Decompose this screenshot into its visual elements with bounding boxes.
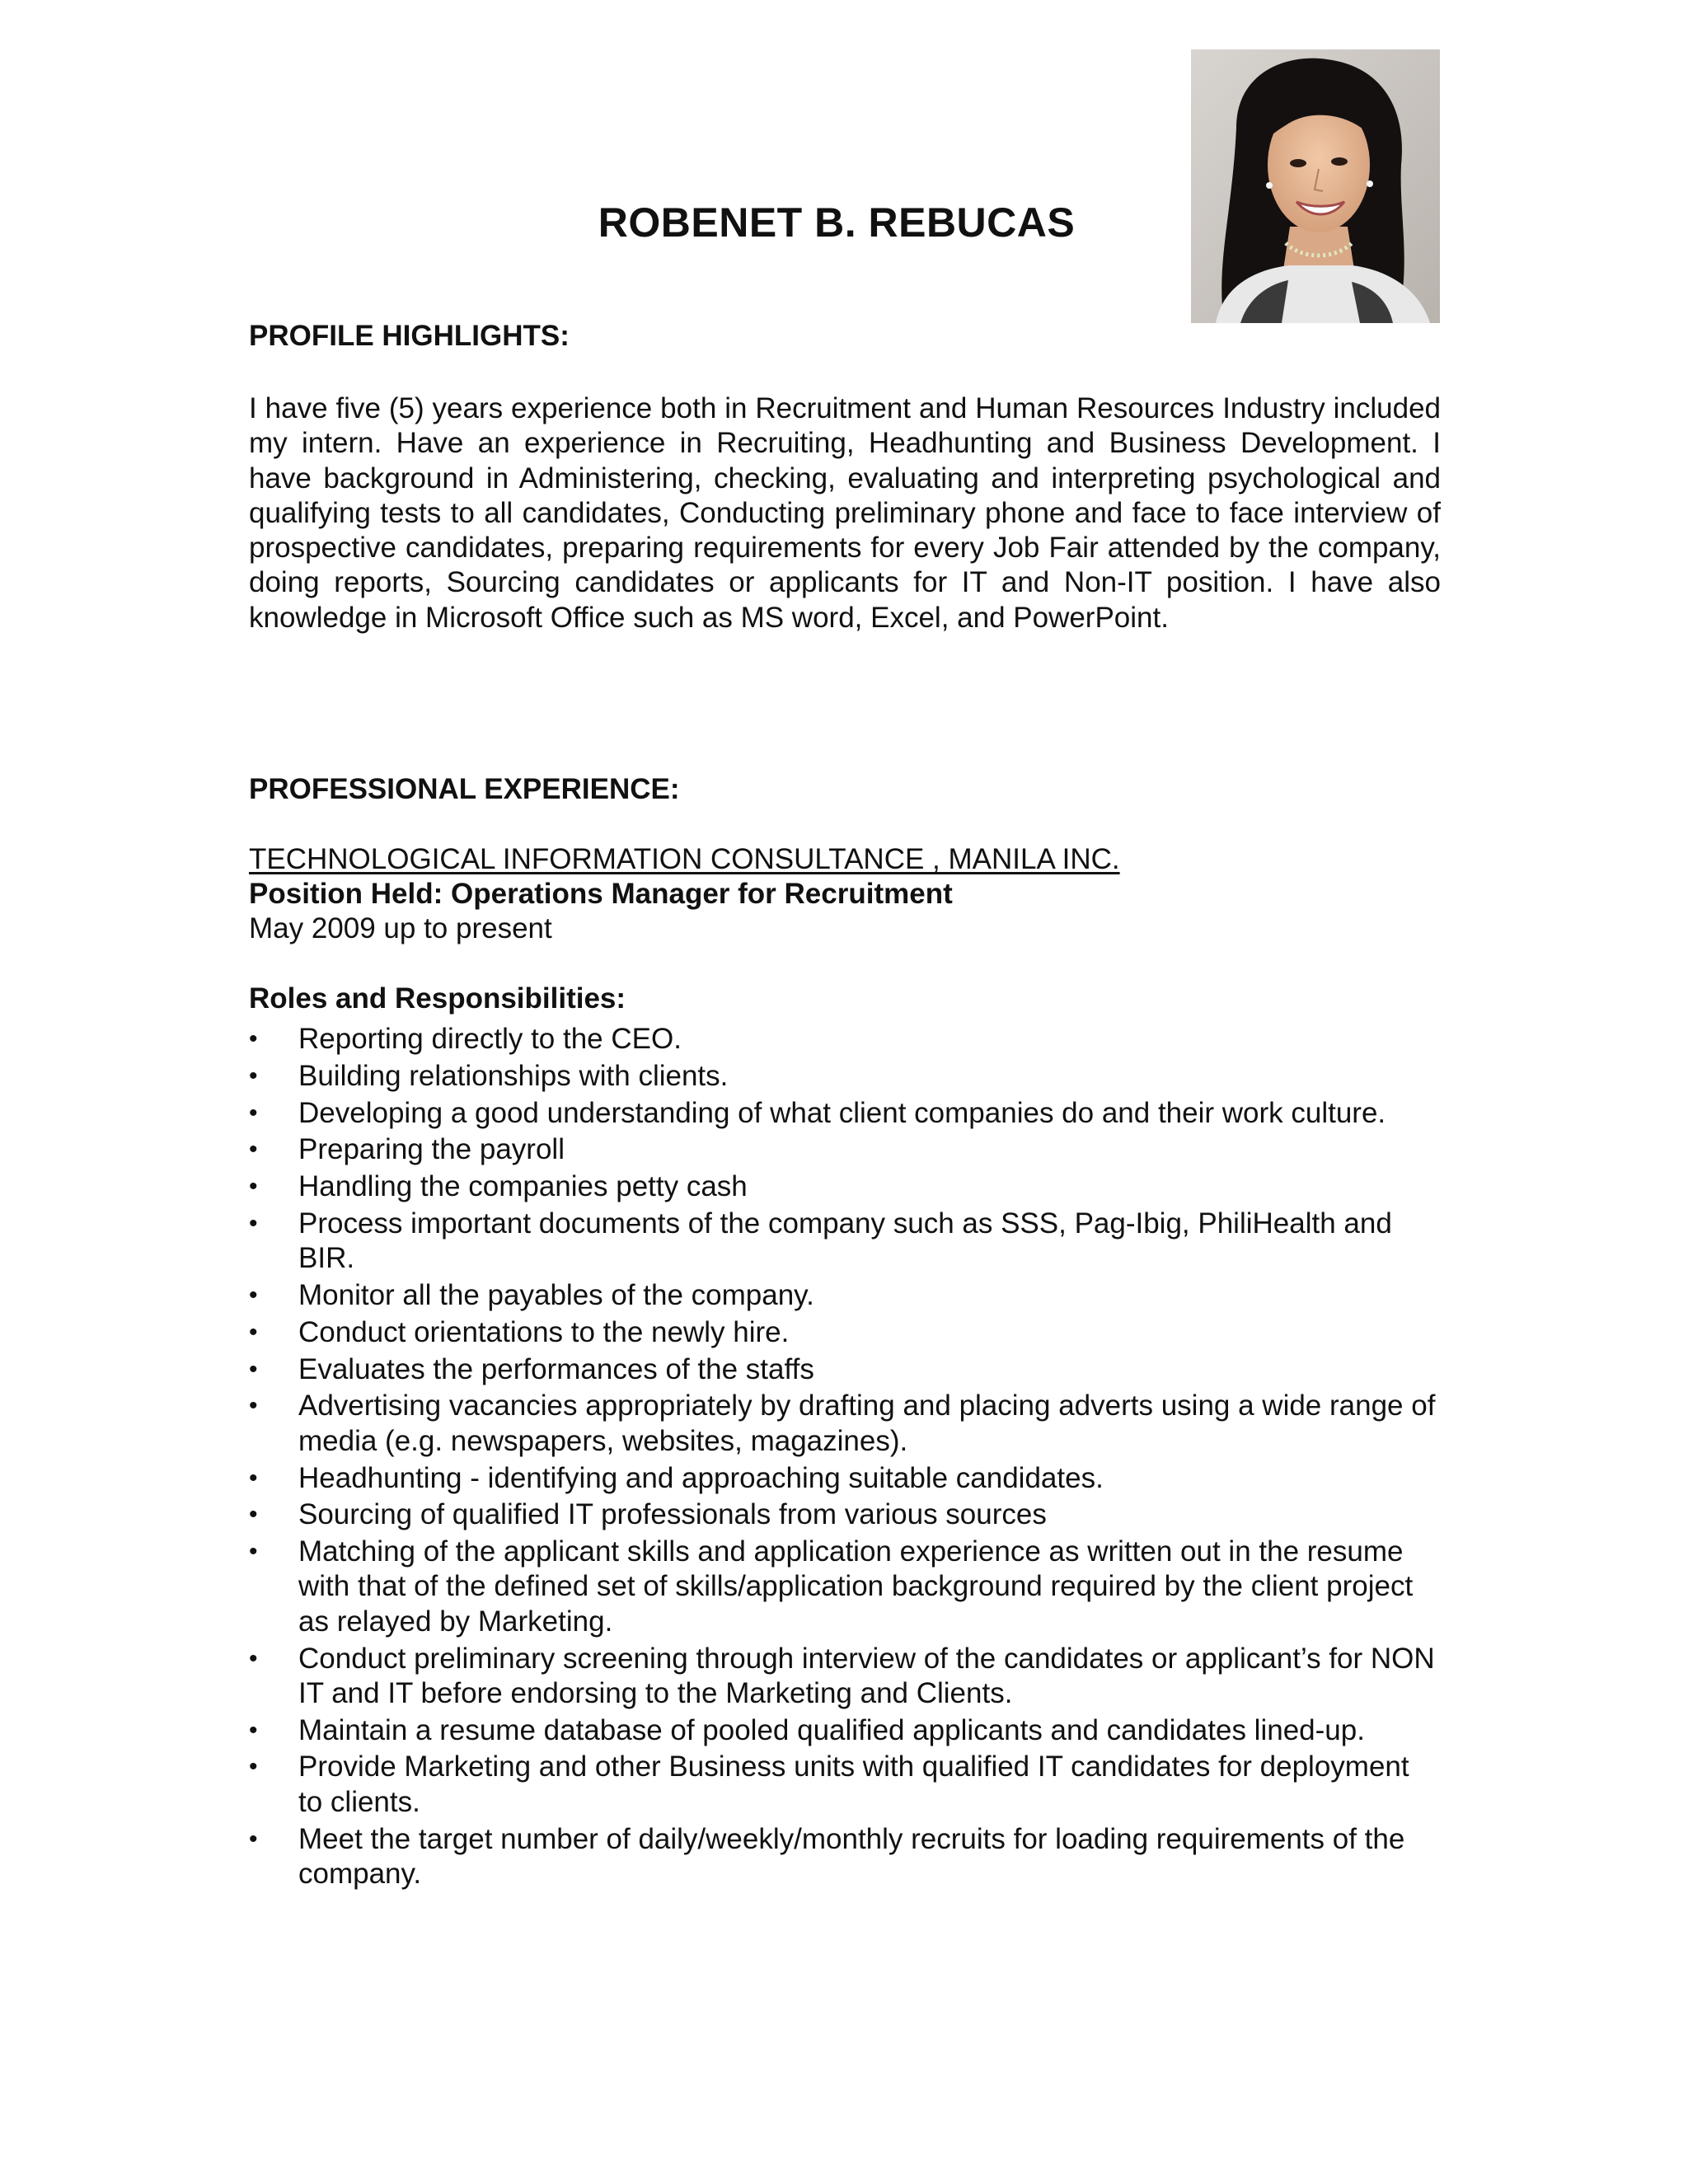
bullet-icon: • (249, 1173, 258, 1201)
profile-summary: I have five (5) years experience both in Recruitment and Human Resources Industry included my intern. Have an experience in Recruiting, Headhunting and Business Development. I have background in Administering, checking, evaluating and interpreting psychological and qualifying tests to all candidates, Conducting preliminary phone and face to face interview of prospective candidates, preparing requirements for every Job Fair attended by the company, doing reports, Sourcing candidates or applicants for IT and Non-IT position. I have also knowledge in Microsoft Office such as MS word, Excel, and PowerPoint. (249, 392, 1441, 634)
profile-photo (1191, 49, 1440, 323)
role-text: Headhunting - identifying and approaching suitable candidates. (298, 1461, 1104, 1494)
profile-highlights-heading: PROFILE HIGHLIGHTS: (249, 320, 570, 352)
bullet-icon: • (249, 1464, 258, 1492)
list-item (249, 1059, 1436, 1094)
bullet-icon: • (249, 1753, 258, 1781)
roles-list (249, 1022, 1436, 1894)
role-text: Meet the target number of daily/weekly/monthly recruits for loading requirements of the company. (298, 1822, 1405, 1890)
list-item (249, 1535, 1436, 1639)
role-text: Developing a good understanding of what client companies do and their work culture. (298, 1096, 1386, 1129)
role-text: Provide Marketing and other Business units with qualified IT candidates for deployment to clients. (298, 1750, 1409, 1818)
role-text: Evaluates the performances of the staffs (298, 1352, 814, 1385)
company-name: TECHNOLOGICAL INFORMATION CONSULTANCE , MANILA INC. (249, 843, 1120, 875)
list-item (249, 1022, 1436, 1057)
list-item (249, 1713, 1436, 1748)
portrait-image (1191, 49, 1440, 323)
list-item (249, 1389, 1436, 1459)
role-text: Conduct preliminary screening through interview of the candidates or applicant’s for NON IT and IT before endorsing to the Marketing and Clients. (298, 1642, 1435, 1709)
bullet-icon: • (249, 1392, 258, 1420)
list-item (249, 1642, 1436, 1712)
role-text: Handling the companies petty cash (298, 1170, 748, 1203)
bullet-icon: • (249, 1136, 258, 1164)
bullet-icon: • (249, 1501, 258, 1529)
employment-dates: May 2009 up to present (249, 912, 552, 944)
candidate-name: ROBENET B. REBUCAS (598, 199, 1076, 246)
list-item (249, 1822, 1436, 1892)
bullet-icon: • (249, 1538, 258, 1566)
role-text: Sourcing of qualified IT professionals from various sources (298, 1498, 1047, 1531)
role-text: Reporting directly to the CEO. (298, 1023, 682, 1055)
bullet-icon: • (249, 1716, 258, 1744)
role-text: Maintain a resume database of pooled qualified applicants and candidates lined-up. (298, 1713, 1365, 1746)
bullet-icon: • (249, 1825, 258, 1853)
list-item (249, 1352, 1436, 1387)
bullet-icon: • (249, 1644, 258, 1672)
professional-experience-heading: PROFESSIONAL EXPERIENCE: (249, 773, 680, 805)
bullet-icon: • (249, 1355, 258, 1383)
list-item (249, 1497, 1436, 1532)
list-item (249, 1207, 1436, 1277)
list-item (249, 1132, 1436, 1167)
role-text: Conduct orientations to the newly hire. (298, 1315, 790, 1348)
bullet-icon: • (249, 1099, 258, 1127)
role-text: Building relationships with clients. (298, 1059, 729, 1092)
position-held: Position Held: Operations Manager for Recruitment (249, 878, 953, 910)
list-item (249, 1096, 1436, 1131)
role-text: Preparing the payroll (298, 1133, 565, 1166)
list-item (249, 1278, 1436, 1313)
bullet-icon: • (249, 1025, 258, 1052)
bullet-icon: • (249, 1209, 258, 1237)
list-item (249, 1169, 1436, 1204)
bullet-icon: • (249, 1062, 258, 1090)
role-text: Matching of the applicant skills and application experience as written out in the resume with that of the defined set of skills/application background required by the client project as relayed by Marketing. (298, 1535, 1414, 1638)
roles-heading: Roles and Responsibilities: (249, 982, 626, 1015)
role-text: Advertising vacancies appropriately by drafting and placing adverts using a wide range of media (e.g. newspapers, websites, magazines). (298, 1390, 1436, 1457)
list-item (249, 1750, 1436, 1820)
role-text: Process important documents of the company such as SSS, Pag-Ibig, PhiliHealth and BIR. (298, 1207, 1392, 1275)
list-item (249, 1461, 1436, 1496)
role-text: Monitor all the payables of the company. (298, 1279, 814, 1312)
list-item (249, 1315, 1436, 1350)
bullet-icon: • (249, 1318, 258, 1346)
bullet-icon: • (249, 1282, 258, 1310)
